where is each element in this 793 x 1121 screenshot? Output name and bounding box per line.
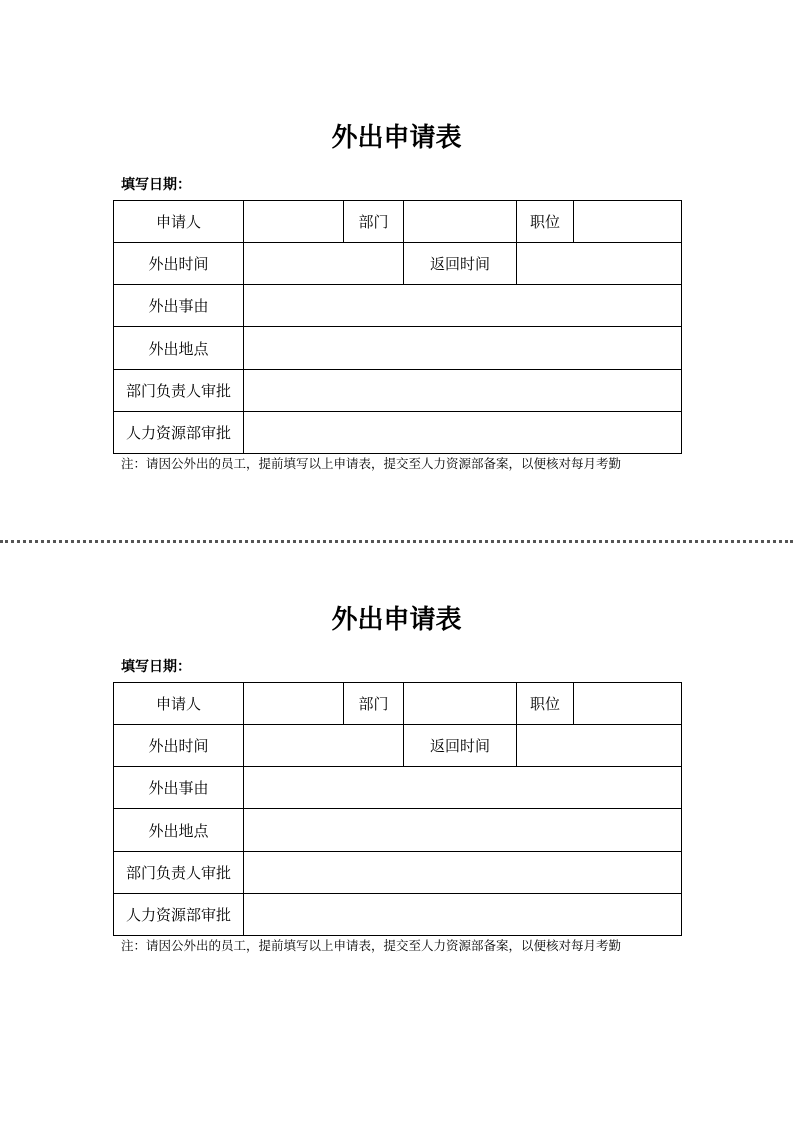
table-row: [114, 201, 682, 243]
dept-head-approval-label: 部门负责人审批: [114, 369, 244, 411]
return-time-field[interactable]: [517, 243, 682, 285]
reason-label: 外出事由: [114, 285, 244, 327]
fill-date-label: 填写日期：: [121, 177, 191, 193]
form-table: [113, 682, 682, 936]
position-field[interactable]: [574, 683, 682, 725]
dept-head-approval-field[interactable]: [244, 369, 682, 411]
location-label: 外出地点: [114, 327, 244, 369]
dept-head-approval-label: 部门负责人审批: [114, 851, 244, 893]
return-time-field[interactable]: [517, 725, 682, 767]
form-title: 外出申请表: [331, 123, 462, 153]
table-row: [114, 767, 682, 809]
out-time-label: 外出时间: [114, 725, 244, 767]
application-form-1: [0, 0, 793, 471]
out-time-field[interactable]: [244, 725, 404, 767]
applicant-field[interactable]: [244, 683, 344, 725]
table-row: [114, 411, 682, 453]
reason-field[interactable]: [244, 285, 682, 327]
application-form-2: [0, 482, 793, 953]
hr-approval-field[interactable]: [244, 893, 682, 935]
table-row: [114, 809, 682, 851]
department-label: 部门: [344, 683, 404, 725]
applicant-label: 申请人: [114, 201, 244, 243]
form-note: 注：请因公外出的员工，提前填写以上申请表，提交至人力资源部备案，以便核对每月考勤: [121, 456, 622, 471]
position-field[interactable]: [574, 201, 682, 243]
table-row: [114, 327, 682, 369]
reason-label: 外出事由: [114, 767, 244, 809]
applicant-label: 申请人: [114, 683, 244, 725]
fill-date-label: 填写日期：: [121, 659, 191, 675]
out-time-label: 外出时间: [114, 243, 244, 285]
return-time-label: 返回时间: [404, 243, 517, 285]
position-label: 职位: [517, 201, 574, 243]
table-row: [114, 851, 682, 893]
form-table: [113, 200, 682, 454]
out-time-field[interactable]: [244, 243, 404, 285]
form-title: 外出申请表: [331, 605, 462, 635]
hr-approval-field[interactable]: [244, 411, 682, 453]
dept-head-approval-field[interactable]: [244, 851, 682, 893]
department-label: 部门: [344, 201, 404, 243]
position-label: 职位: [517, 683, 574, 725]
location-field[interactable]: [244, 327, 682, 369]
hr-approval-label: 人力资源部审批: [114, 893, 244, 935]
table-row: [114, 243, 682, 285]
applicant-field[interactable]: [244, 201, 344, 243]
department-field[interactable]: [404, 201, 517, 243]
department-field[interactable]: [404, 683, 517, 725]
table-row: [114, 683, 682, 725]
table-row: [114, 725, 682, 767]
return-time-label: 返回时间: [404, 725, 517, 767]
location-field[interactable]: [244, 809, 682, 851]
form-note: 注：请因公外出的员工，提前填写以上申请表，提交至人力资源部备案，以便核对每月考勤: [121, 938, 622, 953]
hr-approval-label: 人力资源部审批: [114, 411, 244, 453]
table-row: [114, 285, 682, 327]
reason-field[interactable]: [244, 767, 682, 809]
table-row: [114, 893, 682, 935]
table-row: [114, 369, 682, 411]
location-label: 外出地点: [114, 809, 244, 851]
